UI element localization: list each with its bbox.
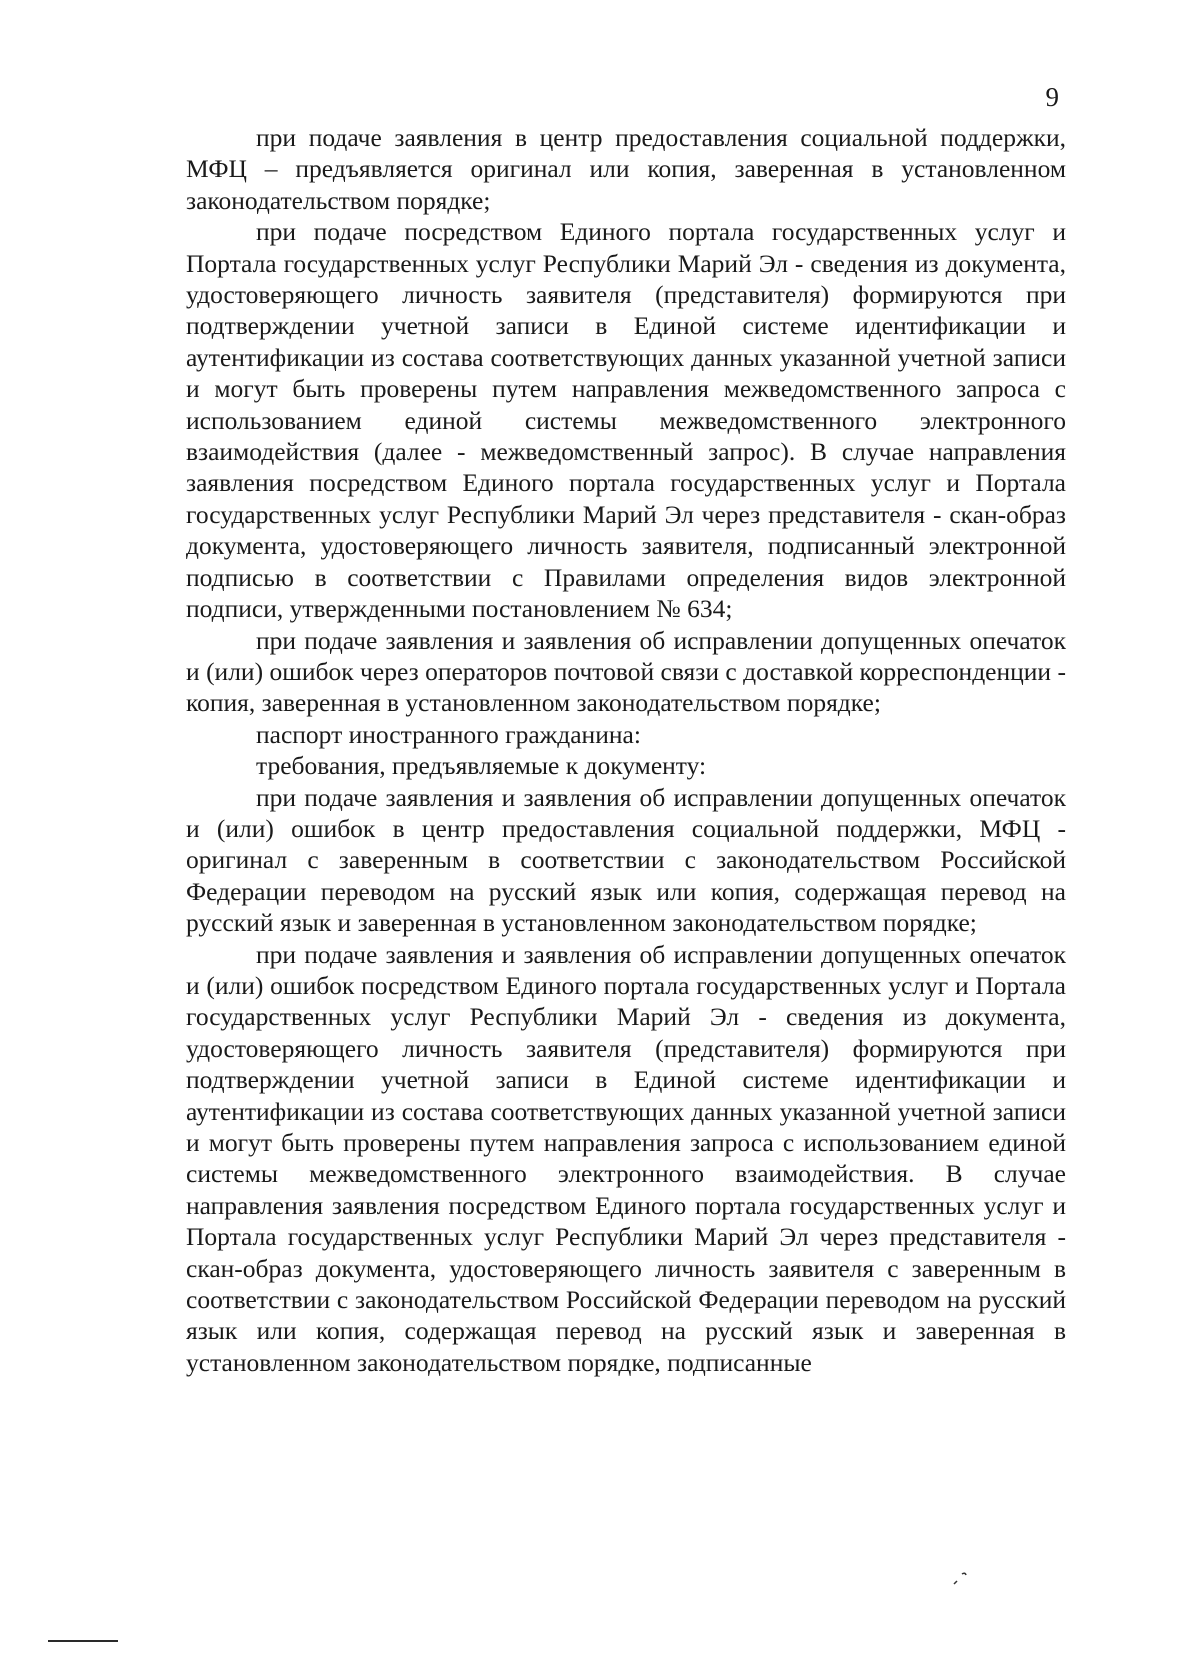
- paragraph-portal-submission: при подаче посредством Единого портала государственных услуг и Портала государственных услуг Республики Марий Эл - сведения из документа, удостоверяющего личность заявителя (представителя) формируются при подтверждении учетной записи в Единой системе идентификации и аутентификации из состава соответствующих данных указанной учетной записи и могут быть проверены путем направления межведомственного запроса с использованием единой системы межведомственного электронного взаимодействия (далее - межведомственный запрос). В случае направления заявления посредством Единого портала государственных услуг и Портала государственных услуг Республики Марий Эл через представителя - скан-образ документа, удостоверяющего личность заявителя, подписанный электронной подписью в соответствии с Правилами определения видов электронной подписи, утвержденными постановлением № 634;: [186, 217, 1066, 624]
- paragraph-postal-submission: при подаче заявления и заявления об исправлении допущенных опечаток и (или) ошибок через операторов почтовой связи с доставкой корреспонденции - копия, заверенная в установленном законодательством порядке;: [186, 625, 1066, 718]
- document-body: [186, 122, 1066, 1378]
- paragraph-foreign-mfc-submission: при подаче заявления и заявления об исправлении допущенных опечаток и (или) ошибок в центр предоставления социальной поддержки, МФЦ - оригинал с заверенным в соответствии с законодательством Российской Федерации переводом на русский язык или копия, содержащая перевод на русский язык и заверенная в установленном законодательством порядке;: [186, 782, 1066, 938]
- paragraph-mfc-presentation: при подаче заявления в центр предоставления социальной поддержки, МФЦ – предъявляется оригинал или копия, заверенная в установленном законодательством порядке;: [186, 123, 1066, 215]
- paragraph-foreign-portal-submission: при подаче заявления и заявления об исправлении допущенных опечаток и (или) ошибок посредством Единого портала государственных услуг и Портала государственных услуг Республики Марий Эл - сведения из документа, удостоверяющего личность заявителя (представителя) формируются при подтверждении учетной записи в Единой системе идентификации и аутентификации из состава соответствующих данных указанной учетной записи и могут быть проверены путем направления запроса с использованием единой системы межведомственного электронного взаимодействия. В случае направления заявления посредством Единого портала государственных услуг и Портала государственных услуг Республики Марий Эл через представителя - скан-образ документа, удостоверяющего личность заявителя с заверенным в соответствии с законодательством Российской Федерации переводом на русский язык или копия, содержащая перевод на русский язык и заверенная в установленном законодательством порядке, подписанные: [186, 939, 1066, 1377]
- paragraph-foreign-passport: паспорт иностранного гражданина:: [256, 719, 641, 749]
- page-number: 9: [1045, 82, 1059, 112]
- paragraph-requirements: требования, предъявляемые к документу:: [256, 751, 707, 781]
- scan-artifact-mark: [950, 1568, 970, 1588]
- scan-artifact-line: [48, 1640, 118, 1642]
